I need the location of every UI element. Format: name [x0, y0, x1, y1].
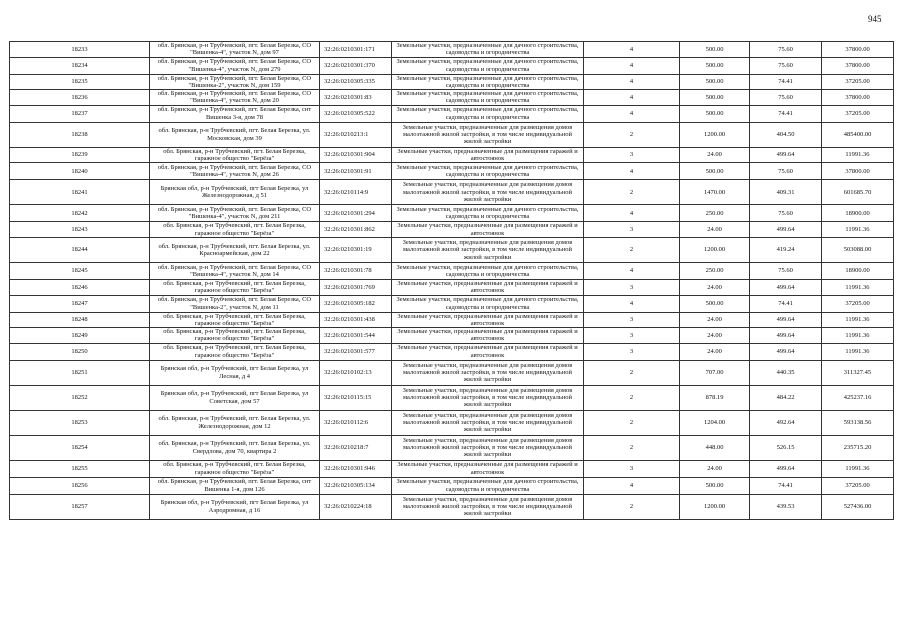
row-number: 18248: [10, 312, 150, 328]
land-use-cell: Земельные участки, предназначенные для размещения гаражей и автостоянок: [392, 279, 584, 295]
cadastral-value-cell: 11991.36: [822, 279, 894, 295]
address-cell: обл. Брянская, р-н Трубчевский, пгт. Белая Березка, гаражное общество "Берёза": [150, 328, 320, 344]
category-cell: 3: [584, 147, 680, 163]
address-cell: обл. Брянская, р-н Трубчевский, пгт. Белая Березка, ул. Московская, дом 39: [150, 122, 320, 147]
area-cell: 1200.00: [680, 237, 750, 262]
address-cell: Брянская обл, р-н Трубчевский, пгт Белая Березка, ул Лесная, д 4: [150, 360, 320, 385]
table-row: [10, 460, 894, 477]
category-cell: 2: [584, 385, 680, 410]
area-cell: 878.19: [680, 385, 750, 410]
cadastral-number-cell: 32:26:0210301:19: [320, 237, 392, 262]
unit-value-cell: 499.64: [750, 312, 822, 328]
row-number: 18241: [10, 180, 150, 205]
row-number: 18254: [10, 435, 150, 460]
unit-value-cell: 526.15: [750, 435, 822, 460]
address-cell: обл. Брянская, р-н Трубчевский, пгт. Белая Березка, гаражное общество "Берёза": [150, 460, 320, 477]
area-cell: 500.00: [680, 42, 750, 58]
table-row: [10, 74, 894, 90]
cadastral-value-cell: 18900.00: [822, 262, 894, 279]
page-number: 945: [868, 14, 882, 24]
cadastral-value-cell: 11991.36: [822, 147, 894, 163]
unit-value-cell: 499.64: [750, 222, 822, 238]
row-number: 18238: [10, 122, 150, 147]
unit-value-cell: 74.41: [750, 477, 822, 494]
cadastral-value-cell: 37205.00: [822, 295, 894, 312]
unit-value-cell: 499.64: [750, 147, 822, 163]
cadastral-number-cell: 32:26:0210305:182: [320, 295, 392, 312]
land-use-cell: Земельные участки, предназначенные для размещения домов малоэтажной жилой застройки, в том числе индивидуальной жилой застройки: [392, 180, 584, 205]
land-use-cell: Земельные участки, предназначенные для дачного строительства, садоводства и огородничества: [392, 477, 584, 494]
address-cell: обл. Брянская, р-н Трубчевский, пгт. Белая Березка, гаражное общество "Берёза": [150, 279, 320, 295]
category-cell: 2: [584, 494, 680, 519]
cadastral-value-cell: 601685.70: [822, 180, 894, 205]
row-number: 18251: [10, 360, 150, 385]
table-row: [10, 435, 894, 460]
row-number: 18255: [10, 460, 150, 477]
address-cell: обл. Брянская, р-н Трубчевский, пгт. Белая Березка, СО "Вишенка-4", участок N, дом 97: [150, 42, 320, 58]
cadastral-number-cell: 32:26:0210301:904: [320, 147, 392, 163]
table-row: [10, 42, 894, 58]
cadastral-value-cell: 37800.00: [822, 57, 894, 74]
table-row: [10, 57, 894, 74]
cadastral-value-cell: 37800.00: [822, 163, 894, 180]
table-row: [10, 147, 894, 163]
land-use-cell: Земельные участки, предназначенные для размещения домов малоэтажной жилой застройки, в том числе индивидуальной жилой застройки: [392, 237, 584, 262]
unit-value-cell: 74.41: [750, 295, 822, 312]
land-use-cell: Земельные участки, предназначенные для размещения домов малоэтажной жилой застройки, в том числе индивидуальной жилой застройки: [392, 360, 584, 385]
table-row: [10, 237, 894, 262]
area-cell: 500.00: [680, 105, 750, 122]
unit-value-cell: 499.64: [750, 343, 822, 360]
row-number: 18242: [10, 205, 150, 222]
cadastral-value-cell: 425237.16: [822, 385, 894, 410]
category-cell: 3: [584, 222, 680, 238]
cadastral-value-cell: 37205.00: [822, 74, 894, 90]
unit-value-cell: 404.50: [750, 122, 822, 147]
area-cell: 1200.00: [680, 122, 750, 147]
table-row: [10, 360, 894, 385]
cadastral-value-cell: 11991.36: [822, 343, 894, 360]
address-cell: обл. Брянская, р-н Трубчевский, пгт. Белая Березка, снт Вишенка 3-я, дом 78: [150, 105, 320, 122]
area-cell: 24.00: [680, 312, 750, 328]
area-cell: 500.00: [680, 295, 750, 312]
address-cell: обл. Брянская, р-н Трубчевский, пгт. Белая Березка, СО "Вишенка-4", участок N, дом 14: [150, 262, 320, 279]
cadastral-number-cell: 32:26:0210301:78: [320, 262, 392, 279]
category-cell: 3: [584, 460, 680, 477]
table-row: [10, 205, 894, 222]
cadastral-value-cell: 235715.20: [822, 435, 894, 460]
cadastral-number-cell: 32:26:0210301:83: [320, 90, 392, 106]
cadastral-value-cell: 593138.56: [822, 410, 894, 435]
land-use-cell: Земельные участки, предназначенные для дачного строительства, садоводства и огородничества: [392, 105, 584, 122]
cadastral-number-cell: 32:26:0210115:15: [320, 385, 392, 410]
table-row: [10, 163, 894, 180]
row-number: 18253: [10, 410, 150, 435]
land-use-cell: Земельные участки, предназначенные для размещения гаражей и автостоянок: [392, 460, 584, 477]
category-cell: 4: [584, 262, 680, 279]
area-cell: 1200.00: [680, 494, 750, 519]
table-row: [10, 222, 894, 238]
row-number: 18245: [10, 262, 150, 279]
land-use-cell: Земельные участки, предназначенные для дачного строительства, садоводства и огородничества: [392, 42, 584, 58]
area-cell: 448.00: [680, 435, 750, 460]
area-cell: 500.00: [680, 477, 750, 494]
row-number: 18239: [10, 147, 150, 163]
area-cell: 24.00: [680, 460, 750, 477]
land-use-cell: Земельные участки, предназначенные для дачного строительства, садоводства и огородничества: [392, 163, 584, 180]
address-cell: обл. Брянская, р-н Трубчевский, пгт. Белая Березка, СО "Вишенка-2", участок N, дом 159: [150, 74, 320, 90]
area-cell: 1204.00: [680, 410, 750, 435]
cadastral-number-cell: 32:26:0210301:294: [320, 205, 392, 222]
land-use-cell: Земельные участки, предназначенные для дачного строительства, садоводства и огородничества: [392, 262, 584, 279]
table-row: [10, 328, 894, 344]
cadastral-value-cell: 485400.00: [822, 122, 894, 147]
row-number: 18252: [10, 385, 150, 410]
cadastral-value-cell: 37800.00: [822, 42, 894, 58]
cadastral-number-cell: 32:26:0210301:171: [320, 42, 392, 58]
address-cell: обл. Брянская, р-н Трубчевский, пгт. Белая Березка, гаражное общество "Берёза": [150, 343, 320, 360]
address-cell: обл. Брянская, р-н Трубчевский, пгт. Белая Березка, ул. Свердлова, дом 70, квартира 2: [150, 435, 320, 460]
row-number: 18236: [10, 90, 150, 106]
cadastral-value-table: [9, 41, 894, 520]
address-cell: Брянская обл, р-н Трубчевский, пгт Белая Березка, ул Аэродромная, д 16: [150, 494, 320, 519]
area-cell: 24.00: [680, 222, 750, 238]
table-row: [10, 410, 894, 435]
table-row: [10, 295, 894, 312]
category-cell: 3: [584, 328, 680, 344]
address-cell: обл. Брянская, р-н Трубчевский, пгт. Белая Березка, СО "Вишенка-4", участок N, дом 211: [150, 205, 320, 222]
table-row: [10, 385, 894, 410]
cadastral-number-cell: 32:26:0210112:6: [320, 410, 392, 435]
table-row: [10, 343, 894, 360]
category-cell: 3: [584, 312, 680, 328]
land-use-cell: Земельные участки, предназначенные для размещения домов малоэтажной жилой застройки, в том числе индивидуальной жилой застройки: [392, 494, 584, 519]
cadastral-value-cell: 503088.00: [822, 237, 894, 262]
land-use-cell: Земельные участки, предназначенные для размещения гаражей и автостоянок: [392, 312, 584, 328]
land-use-cell: Земельные участки, предназначенные для размещения гаражей и автостоянок: [392, 328, 584, 344]
category-cell: 2: [584, 410, 680, 435]
cadastral-number-cell: 32:26:0210305:335: [320, 74, 392, 90]
unit-value-cell: 419.24: [750, 237, 822, 262]
land-use-cell: Земельные участки, предназначенные для размещения домов малоэтажной жилой застройки, в том числе индивидуальной жилой застройки: [392, 435, 584, 460]
address-cell: обл. Брянская, р-н Трубчевский, пгт. Белая Березка, СО "Вишенка-4", участок N, дом 20: [150, 90, 320, 106]
unit-value-cell: 75.60: [750, 205, 822, 222]
row-number: 18235: [10, 74, 150, 90]
row-number: 18234: [10, 57, 150, 74]
row-number: 18247: [10, 295, 150, 312]
address-cell: Брянская обл, р-н Трубчевский, пгт Белая Березка, ул Железнодорожная, д 51: [150, 180, 320, 205]
cadastral-value-cell: 11991.36: [822, 328, 894, 344]
cadastral-number-cell: 32:26:0210301:438: [320, 312, 392, 328]
category-cell: 4: [584, 57, 680, 74]
table-row: [10, 122, 894, 147]
unit-value-cell: 75.60: [750, 42, 822, 58]
cadastral-number-cell: 32:26:0210301:862: [320, 222, 392, 238]
cadastral-value-cell: 527436.00: [822, 494, 894, 519]
category-cell: 2: [584, 237, 680, 262]
table-row: [10, 180, 894, 205]
row-number: 18244: [10, 237, 150, 262]
cadastral-value-cell: 37800.00: [822, 90, 894, 106]
cadastral-number-cell: 32:26:0210301:577: [320, 343, 392, 360]
category-cell: 4: [584, 74, 680, 90]
row-number: 18243: [10, 222, 150, 238]
address-cell: обл. Брянская, р-н Трубчевский, пгт. Белая Березка, ул. Красноармейская, дом 22: [150, 237, 320, 262]
category-cell: 4: [584, 105, 680, 122]
cadastral-number-cell: 32:26:0210301:769: [320, 279, 392, 295]
table-row: [10, 279, 894, 295]
category-cell: 4: [584, 205, 680, 222]
cadastral-value-cell: 11991.36: [822, 222, 894, 238]
address-cell: обл. Брянская, р-н Трубчевский, пгт. Белая Березка, СО "Вишенка-4", участок N, дом 26: [150, 163, 320, 180]
cadastral-number-cell: 32:26:0210301:946: [320, 460, 392, 477]
row-number: 18250: [10, 343, 150, 360]
area-cell: 1470.00: [680, 180, 750, 205]
address-cell: обл. Брянская, р-н Трубчевский, пгт. Белая Березка, ул. Железнодорожная, дом 12: [150, 410, 320, 435]
unit-value-cell: 440.35: [750, 360, 822, 385]
unit-value-cell: 75.60: [750, 163, 822, 180]
category-cell: 4: [584, 163, 680, 180]
category-cell: 2: [584, 360, 680, 385]
area-cell: 24.00: [680, 343, 750, 360]
land-use-cell: Земельные участки, предназначенные для дачного строительства, садоводства и огородничества: [392, 295, 584, 312]
category-cell: 4: [584, 90, 680, 106]
cadastral-value-cell: 11991.36: [822, 312, 894, 328]
table-row: [10, 262, 894, 279]
category-cell: 4: [584, 295, 680, 312]
category-cell: 3: [584, 279, 680, 295]
unit-value-cell: 74.41: [750, 105, 822, 122]
land-use-cell: Земельные участки, предназначенные для размещения гаражей и автостоянок: [392, 222, 584, 238]
unit-value-cell: 439.53: [750, 494, 822, 519]
land-use-cell: Земельные участки, предназначенные для размещения домов малоэтажной жилой застройки, в том числе индивидуальной жилой застройки: [392, 385, 584, 410]
address-cell: обл. Брянская, р-н Трубчевский, пгт. Белая Березка, СО "Вишенка-2", участок N, дом 11: [150, 295, 320, 312]
address-cell: обл. Брянская, р-н Трубчевский, пгт. Белая Березка, гаражное общество "Берёза": [150, 222, 320, 238]
unit-value-cell: 75.60: [750, 90, 822, 106]
category-cell: 2: [584, 122, 680, 147]
unit-value-cell: 75.60: [750, 262, 822, 279]
address-cell: обл. Брянская, р-н Трубчевский, пгт. Белая Березка, гаражное общество "Берёза": [150, 147, 320, 163]
table-row: [10, 494, 894, 519]
cadastral-number-cell: 32:26:0210301:370: [320, 57, 392, 74]
cadastral-number-cell: 32:26:0210301:544: [320, 328, 392, 344]
cadastral-number-cell: 32:26:0210218:7: [320, 435, 392, 460]
category-cell: 3: [584, 343, 680, 360]
row-number: 18249: [10, 328, 150, 344]
cadastral-value-cell: 37205.00: [822, 477, 894, 494]
table-row: [10, 105, 894, 122]
cadastral-number-cell: 32:26:0210224:18: [320, 494, 392, 519]
cadastral-number-cell: 32:26:0210301:91: [320, 163, 392, 180]
row-number: 18256: [10, 477, 150, 494]
unit-value-cell: 74.41: [750, 74, 822, 90]
land-use-cell: Земельные участки, предназначенные для размещения гаражей и автостоянок: [392, 147, 584, 163]
cadastral-value-cell: 311327.45: [822, 360, 894, 385]
category-cell: 2: [584, 180, 680, 205]
area-cell: 250.00: [680, 262, 750, 279]
address-cell: обл. Брянская, р-н Трубчевский, пгт. Белая Березка, СО "Вишенка-4", участок N, дом 279: [150, 57, 320, 74]
area-cell: 500.00: [680, 57, 750, 74]
unit-value-cell: 484.22: [750, 385, 822, 410]
row-number: 18240: [10, 163, 150, 180]
unit-value-cell: 499.64: [750, 460, 822, 477]
cadastral-value-cell: 11991.36: [822, 460, 894, 477]
area-cell: 24.00: [680, 147, 750, 163]
table-row: [10, 312, 894, 328]
area-cell: 500.00: [680, 163, 750, 180]
cadastral-number-cell: 32:26:0210305:134: [320, 477, 392, 494]
address-cell: обл. Брянская, р-н Трубчевский, пгт. Белая Березка, гаражное общество "Берёза": [150, 312, 320, 328]
land-use-cell: Земельные участки, предназначенные для размещения домов малоэтажной жилой застройки, в том числе индивидуальной жилой застройки: [392, 410, 584, 435]
cadastral-number-cell: 32:26:0210305:522: [320, 105, 392, 122]
area-cell: 24.00: [680, 279, 750, 295]
land-use-cell: Земельные участки, предназначенные для размещения домов малоэтажной жилой застройки, в том числе индивидуальной жилой застройки: [392, 122, 584, 147]
land-use-cell: Земельные участки, предназначенные для размещения гаражей и автостоянок: [392, 343, 584, 360]
row-number: 18257: [10, 494, 150, 519]
row-number: 18237: [10, 105, 150, 122]
unit-value-cell: 75.60: [750, 57, 822, 74]
table-row: [10, 90, 894, 106]
unit-value-cell: 499.64: [750, 328, 822, 344]
cadastral-number-cell: 32:26:0210114:9: [320, 180, 392, 205]
category-cell: 4: [584, 477, 680, 494]
address-cell: обл. Брянская, р-н Трубчевский, пгт. Белая Березка, снт Вишенка 1-я, дом 126: [150, 477, 320, 494]
address-cell: Брянская обл, р-н Трубчевский, пгт Белая Березка, ул Советская, дом 57: [150, 385, 320, 410]
area-cell: 250.00: [680, 205, 750, 222]
unit-value-cell: 409.31: [750, 180, 822, 205]
row-number: 18246: [10, 279, 150, 295]
category-cell: 4: [584, 42, 680, 58]
land-use-cell: Земельные участки, предназначенные для дачного строительства, садоводства и огородничества: [392, 205, 584, 222]
area-cell: 24.00: [680, 328, 750, 344]
land-use-cell: Земельные участки, предназначенные для дачного строительства, садоводства и огородничества: [392, 74, 584, 90]
category-cell: 2: [584, 435, 680, 460]
cadastral-number-cell: 32:26:0210213:1: [320, 122, 392, 147]
table-row: [10, 477, 894, 494]
area-cell: 707.00: [680, 360, 750, 385]
cadastral-value-cell: 37205.00: [822, 105, 894, 122]
cadastral-number-cell: 32:26:0210102:13: [320, 360, 392, 385]
cadastral-value-cell: 18900.00: [822, 205, 894, 222]
area-cell: 500.00: [680, 74, 750, 90]
land-use-cell: Земельные участки, предназначенные для дачного строительства, садоводства и огородничества: [392, 57, 584, 74]
land-use-cell: Земельные участки, предназначенные для дачного строительства, садоводства и огородничества: [392, 90, 584, 106]
unit-value-cell: 492.64: [750, 410, 822, 435]
area-cell: 500.00: [680, 90, 750, 106]
unit-value-cell: 499.64: [750, 279, 822, 295]
row-number: 18233: [10, 42, 150, 58]
